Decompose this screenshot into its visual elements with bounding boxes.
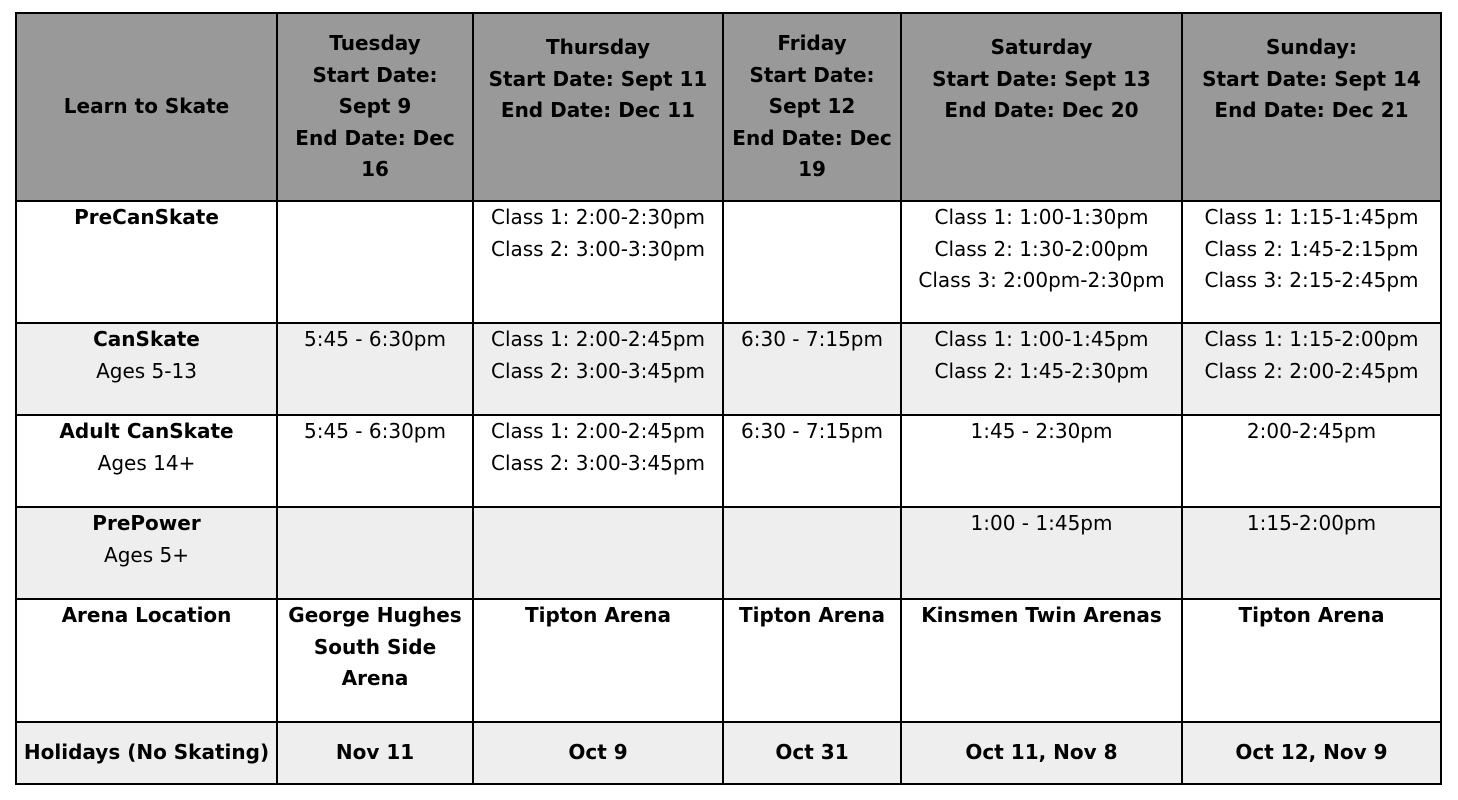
header-row — [16, 13, 1441, 201]
header-line: Thursday — [545, 35, 651, 59]
class-time: Class 1: 1:15-1:45pm — [1204, 205, 1419, 229]
arena-name-line: Arena — [341, 666, 409, 690]
row-name: PreCanSkate — [74, 205, 219, 229]
class-time: Class 2: 3:00-3:45pm — [490, 358, 705, 383]
header-line: Start Date: Sept 14 — [1202, 66, 1421, 91]
schedule-cell-thursday — [473, 201, 723, 323]
arena-cell-friday — [723, 599, 901, 722]
arena-cell-saturday — [901, 599, 1182, 722]
row-label — [16, 722, 277, 784]
header-line: 19 — [798, 157, 826, 182]
class-time: Class 1: 1:00-1:30pm — [934, 205, 1149, 229]
row-age-range: Ages 14+ — [97, 450, 196, 475]
arena-cell-thursday — [473, 599, 723, 722]
header-thursday — [473, 13, 723, 201]
holiday-cell-thursday: Oct 9 — [473, 722, 723, 784]
arena-cell-sunday — [1182, 599, 1441, 722]
class-time: 5:45 - 6:30pm — [304, 419, 446, 443]
schedule-cell-friday — [723, 323, 901, 415]
holiday-cell-friday: Oct 31 — [723, 722, 901, 784]
row-name: Holidays (No Skating) — [23, 740, 270, 765]
schedule-cell-friday — [723, 507, 901, 599]
row-canskate — [16, 323, 1441, 415]
header-line: End Date: Dec — [295, 125, 455, 150]
arena-name-line: Tipton Arena — [525, 603, 671, 627]
class-time: Class 1: 1:00-1:45pm — [934, 327, 1149, 351]
class-time: 1:45 - 2:30pm — [970, 419, 1113, 443]
schedule-cell-tuesday — [277, 415, 473, 507]
row-age-range: Ages 5-13 — [96, 358, 197, 383]
arena-name-line: South Side — [313, 634, 437, 659]
header-corner: Learn to Skate — [16, 13, 277, 201]
row-name: CanSkate — [93, 327, 200, 351]
schedule-cell-sunday — [1182, 415, 1441, 507]
row-name: Arena Location — [61, 603, 232, 627]
schedule-cell-tuesday — [277, 323, 473, 415]
schedule-cell-thursday — [473, 323, 723, 415]
class-time: Class 1: 1:15-2:00pm — [1204, 327, 1419, 351]
header-line: End Date: Dec 21 — [1214, 98, 1409, 122]
row-arena-location — [16, 599, 1441, 722]
class-time: Class 2: 3:00-3:30pm — [490, 236, 705, 261]
header-line: 16 — [361, 157, 389, 182]
header-line: Start Date: Sept 13 — [932, 66, 1151, 91]
class-time: Class 2: 3:00-3:45pm — [490, 450, 705, 475]
schedule-cell-tuesday — [277, 201, 473, 323]
header-tuesday — [277, 13, 473, 201]
row-label — [16, 323, 277, 415]
header-friday — [723, 13, 901, 201]
header-line: Start Date: — [749, 62, 875, 87]
arena-name-line: George Hughes — [288, 603, 462, 627]
class-time: 6:30 - 7:15pm — [741, 419, 883, 443]
row-name: PrePower — [92, 511, 201, 535]
schedule-cell-tuesday — [277, 507, 473, 599]
row-holidays — [16, 722, 1441, 784]
schedule-cell-saturday — [901, 323, 1182, 415]
schedule-cell-friday — [723, 415, 901, 507]
header-line: Tuesday — [329, 31, 421, 56]
class-time: Class 1: 2:00-2:30pm — [490, 205, 705, 229]
header-line: Start Date: Sept 11 — [488, 66, 708, 91]
arena-cell-tuesday — [277, 599, 473, 722]
arena-name-line: Tipton Arena — [1238, 603, 1385, 627]
class-time: Class 3: 2:00pm-2:30pm — [918, 268, 1165, 292]
schedule-cell-friday — [723, 201, 901, 323]
row-prepower — [16, 507, 1441, 599]
class-time: 1:15-2:00pm — [1246, 511, 1377, 535]
header-line: Start Date: — [312, 62, 438, 87]
header-line: Sept 9 — [338, 94, 412, 119]
schedule-table — [15, 12, 1442, 785]
class-time: Class 1: 2:00-2:45pm — [490, 419, 705, 443]
schedule-cell-sunday — [1182, 323, 1441, 415]
schedule-cell-thursday — [473, 415, 723, 507]
row-precanskate — [16, 201, 1441, 323]
header-saturday — [901, 13, 1182, 201]
header-line: End Date: Dec — [732, 125, 892, 150]
header-line: Friday — [777, 31, 847, 56]
header-line: End Date: Dec 11 — [500, 98, 696, 122]
holiday-cell-sunday: Oct 12, Nov 9 — [1182, 722, 1441, 784]
arena-name-line: Tipton Arena — [739, 603, 885, 627]
class-time: 1:00 - 1:45pm — [970, 511, 1113, 535]
row-name: Adult CanSkate — [59, 419, 234, 443]
header-line: Sept 12 — [768, 94, 856, 119]
header-line: Saturday — [990, 35, 1093, 59]
class-time: Class 2: 1:30-2:00pm — [934, 236, 1149, 261]
schedule-cell-saturday — [901, 201, 1182, 323]
header-line: End Date: Dec 20 — [944, 98, 1139, 122]
row-label — [16, 415, 277, 507]
schedule-cell-sunday — [1182, 201, 1441, 323]
row-label — [16, 599, 277, 722]
arena-name-line: Kinsmen Twin Arenas — [921, 603, 1162, 627]
header-sunday — [1182, 13, 1441, 201]
class-time: Class 2: 1:45-2:15pm — [1204, 236, 1419, 261]
row-adult-canskate — [16, 415, 1441, 507]
row-label — [16, 201, 277, 323]
class-time: Class 2: 1:45-2:30pm — [934, 358, 1149, 383]
header-line: Sunday: — [1265, 35, 1358, 59]
row-age-range: Ages 5+ — [104, 542, 189, 567]
class-time: Class 1: 2:00-2:45pm — [490, 327, 705, 351]
schedule-cell-saturday — [901, 507, 1182, 599]
holiday-cell-tuesday: Nov 11 — [277, 722, 473, 784]
class-time: 6:30 - 7:15pm — [741, 327, 883, 351]
class-time: 5:45 - 6:30pm — [304, 327, 446, 351]
class-time: Class 2: 2:00-2:45pm — [1204, 358, 1419, 383]
class-time: 2:00-2:45pm — [1246, 419, 1377, 443]
holiday-cell-saturday: Oct 11, Nov 8 — [901, 722, 1182, 784]
row-label — [16, 507, 277, 599]
schedule-cell-thursday — [473, 507, 723, 599]
class-time: Class 3: 2:15-2:45pm — [1204, 268, 1419, 292]
schedule-cell-sunday — [1182, 507, 1441, 599]
schedule-cell-saturday — [901, 415, 1182, 507]
